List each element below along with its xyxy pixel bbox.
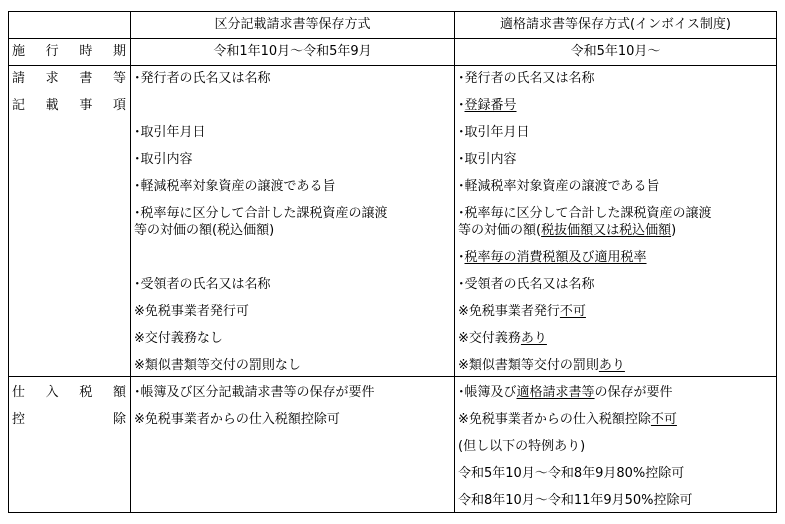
reg-number-underlined: 登録番号 [464, 98, 517, 113]
header-invoice-system: 適格請求書等保存方式(インボイス制度) [499, 17, 731, 32]
middle-column-divider [454, 11, 455, 513]
header-divider [8, 38, 777, 39]
new-credit-special-1: 令和5年10月～令和8年9月80%控除可 [458, 466, 685, 481]
old-credit-books: ･帳簿及び区分記載請求書等の保存が要件 [134, 385, 375, 400]
new-item-penalty: ※類似書類等交付の罰則あり [458, 358, 625, 373]
qualified-invoice-underlined: 適格請求書等 [516, 385, 595, 400]
old-item-recipient: ･受領者の氏名又は名称 [134, 277, 271, 292]
period-new: 令和5年10月～ [570, 44, 661, 59]
new-item-obligation: ※交付義務あり [458, 331, 547, 346]
table-border-left [8, 11, 9, 513]
table-border-top [8, 11, 777, 12]
period-divider [8, 65, 777, 66]
row-label-invoice-items-1: 請 求 書 等 [12, 71, 126, 86]
new-credit-books: ･帳簿及び適格請求書等の保存が要件 [458, 385, 673, 400]
new-item-exempt: ※免税事業者発行不可 [458, 304, 586, 319]
header-old-system: 区分記載請求書等保存方式 [214, 17, 371, 32]
exempt-not-allowed-underlined: 不可 [559, 304, 586, 319]
old-item-content: ･取引内容 [134, 152, 193, 167]
old-item-date: ･取引年月日 [134, 125, 206, 140]
new-item-date: ･取引年月日 [458, 125, 530, 140]
row-label-period: 施 行 時 期 [12, 44, 126, 59]
new-credit-exception: (但し以下の特例あり) [458, 439, 586, 454]
old-item-penalty: ※類似書類等交付の罰則なし [134, 358, 301, 373]
old-item-obligation: ※交付義務なし [134, 331, 223, 346]
old-item-sum-line2: 等の対価の額(税込価額) [134, 223, 275, 238]
new-item-reg-number: ･登録番号 [458, 98, 517, 113]
label-column-divider [130, 11, 131, 513]
tax-excl-or-incl-underlined: 税抜価額又は税込価額 [541, 223, 672, 238]
credit-not-allowed-underlined: 不可 [650, 412, 677, 427]
new-item-recipient: ･受領者の氏名又は名称 [458, 277, 595, 292]
table-border-bottom [8, 512, 777, 513]
row-label-input-credit-1: 仕 入 税 額 [12, 385, 126, 400]
tax-amount-underlined: 税率毎の消費税額及び適用税率 [464, 250, 647, 265]
invoice-divider [8, 376, 777, 377]
new-item-tax-amount: ･税率毎の消費税額及び適用税率 [458, 250, 647, 265]
old-credit-exempt: ※免税事業者からの仕入税額控除可 [134, 412, 340, 427]
new-item-sum-line1: ･税率毎に区分して合計した課税資産の譲渡 [458, 206, 712, 221]
old-item-sum-line1: ･税率毎に区分して合計した課税資産の譲渡 [134, 206, 388, 221]
period-old: 令和1年10月～令和5年9月 [213, 44, 372, 59]
new-credit-exempt: ※免税事業者からの仕入税額控除不可 [458, 412, 677, 427]
old-item-issuer: ･発行者の氏名又は名称 [134, 71, 271, 86]
new-item-sum-line2: 等の対価の額(税抜価額又は税込価額) [458, 223, 677, 238]
new-item-content: ･取引内容 [458, 152, 517, 167]
row-label-input-credit-2: 控 除 [12, 412, 126, 427]
row-label-invoice-items-2: 記 載 事 項 [12, 98, 126, 113]
table-border-right [776, 11, 777, 513]
new-item-reduced: ･軽減税率対象資産の譲渡である旨 [458, 179, 660, 194]
penalty-yes-underlined: あり [598, 358, 625, 373]
old-item-exempt: ※免税事業者発行可 [134, 304, 249, 319]
new-credit-special-2: 令和8年10月～令和11年9月50%控除可 [458, 493, 693, 508]
old-item-reduced: ･軽減税率対象資産の譲渡である旨 [134, 179, 336, 194]
obligation-yes-underlined: あり [520, 331, 547, 346]
new-item-issuer: ･発行者の氏名又は名称 [458, 71, 595, 86]
